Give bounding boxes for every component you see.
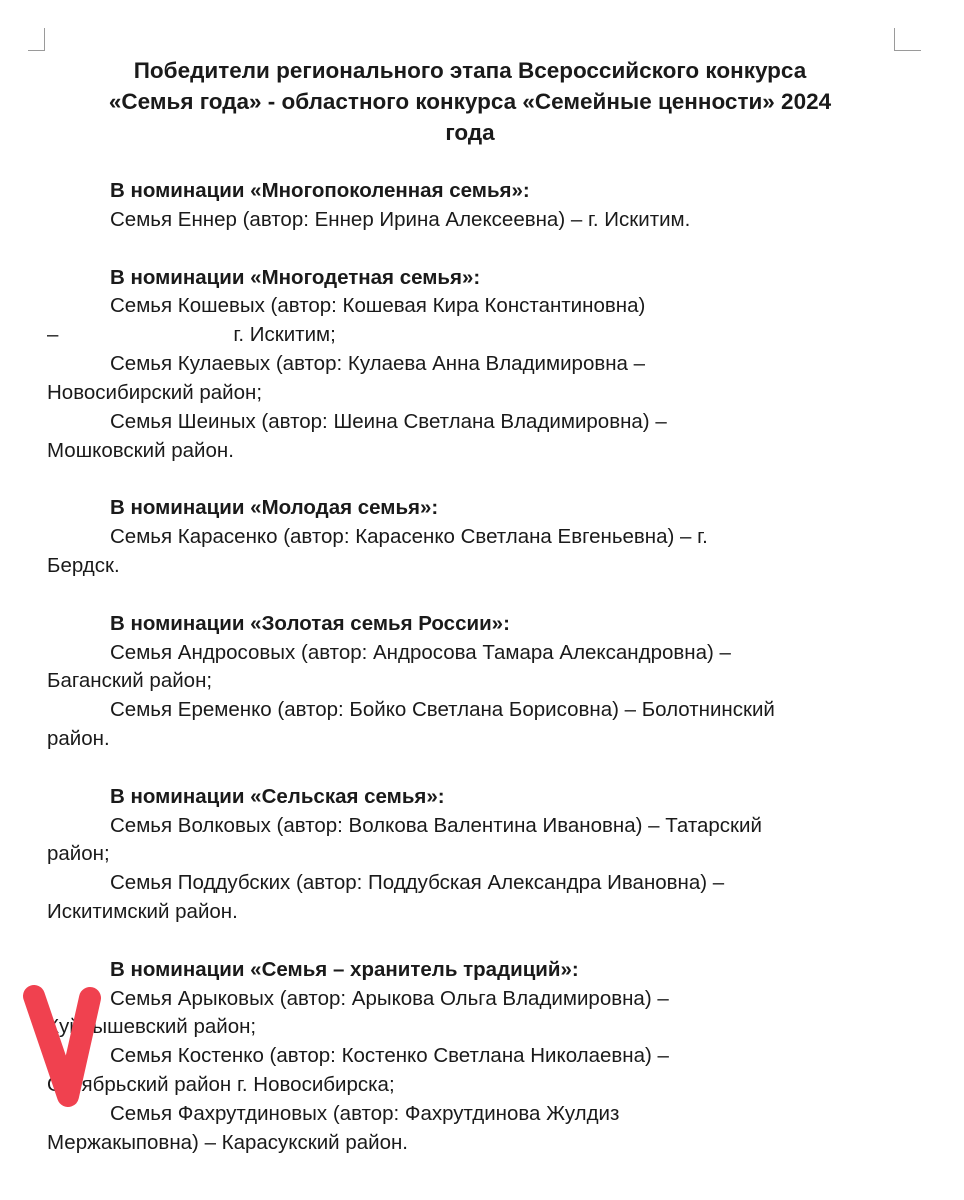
nomination-section bbox=[47, 264, 907, 466]
winner-line: Семья Волковых (автор: Волкова Валентина Ивановна) – Татарский bbox=[110, 813, 762, 837]
document-body bbox=[47, 177, 907, 1158]
winner-line: Семья Карасенко (автор: Карасенко Светлана Евгеньевна) – г. bbox=[110, 525, 708, 549]
winner-line: район. bbox=[47, 727, 110, 751]
section-spacer bbox=[47, 754, 907, 783]
line-dash: – bbox=[47, 323, 59, 347]
nomination-section bbox=[47, 610, 907, 754]
section-spacer bbox=[47, 465, 907, 494]
page-corner-mark-right bbox=[894, 28, 921, 51]
winner-line: Семья Кошевых (автор: Кошевая Кира Константиновна) bbox=[110, 294, 646, 318]
title-line: «Семья года» - областного конкурса «Семейные ценности» 2024 bbox=[108, 89, 832, 114]
winner-line: Семья Кулаевых (автор: Кулаева Анна Владимировна – bbox=[110, 352, 646, 376]
winner-line: Октябрьский район г. Новосибирска; bbox=[47, 1073, 395, 1097]
winner-line: Семья Арыковых (автор: Арыкова Ольга Владимировна) – bbox=[110, 986, 669, 1010]
section-spacer bbox=[47, 581, 907, 610]
nomination-heading: В номинации «Молодая семья»: bbox=[110, 496, 439, 520]
page-corner-mark-left bbox=[28, 28, 45, 51]
winner-line bbox=[47, 321, 907, 350]
winner-line: Баганский район; bbox=[47, 669, 213, 693]
nomination-section bbox=[47, 783, 907, 927]
nomination-section bbox=[47, 177, 907, 235]
winner-line: район; bbox=[47, 842, 110, 866]
nomination-section bbox=[47, 956, 907, 1158]
section-spacer bbox=[47, 235, 907, 264]
title-line: года bbox=[445, 120, 495, 145]
document-title bbox=[40, 55, 900, 148]
nomination-heading: В номинации «Семья – хранитель традиций»: bbox=[110, 957, 579, 981]
winner-line: Искитимский район. bbox=[47, 900, 238, 924]
winner-line: Куйбышевский район; bbox=[47, 1015, 257, 1039]
nomination-heading: В номинации «Многодетная семья»: bbox=[110, 265, 481, 289]
nomination-heading: В номинации «Золотая семья России»: bbox=[110, 611, 510, 635]
nomination-section bbox=[47, 494, 907, 581]
nomination-heading: В номинации «Сельская семья»: bbox=[110, 784, 445, 808]
line-text: г. Искитим; bbox=[233, 323, 336, 347]
winner-line: Мошковский район. bbox=[47, 438, 234, 462]
winner-line: Семья Фахрутдиновых (автор: Фахрутдинова Жулдиз bbox=[110, 1102, 620, 1125]
winner-line: Мержакыповна) – Карасукский район. bbox=[47, 1130, 408, 1154]
winner-line: Семья Еннер (автор: Еннер Ирина Алексеевна) – г. Искитим. bbox=[110, 207, 691, 231]
title-line: Победители регионального этапа Всероссийского конкурса bbox=[133, 58, 807, 83]
winner-line: Семья Андросовых (автор: Андросова Тамара Александровна) – bbox=[110, 640, 731, 664]
winner-line: Семья Поддубских (автор: Поддубская Александра Ивановна) – bbox=[110, 871, 725, 895]
winner-line: Семья Шеиных (автор: Шеина Светлана Владимировна) – bbox=[110, 409, 667, 433]
section-spacer bbox=[47, 927, 907, 956]
winner-line: Семья Костенко (автор: Костенко Светлана Николаевна) – bbox=[110, 1044, 669, 1068]
winner-line: Бердск. bbox=[47, 553, 120, 577]
winner-line: Новосибирский район; bbox=[47, 380, 263, 404]
winner-line: Семья Еременко (автор: Бойко Светлана Борисовна) – Болотнинский bbox=[110, 698, 775, 722]
nomination-heading: В номинации «Многопоколенная семья»: bbox=[110, 179, 530, 202]
